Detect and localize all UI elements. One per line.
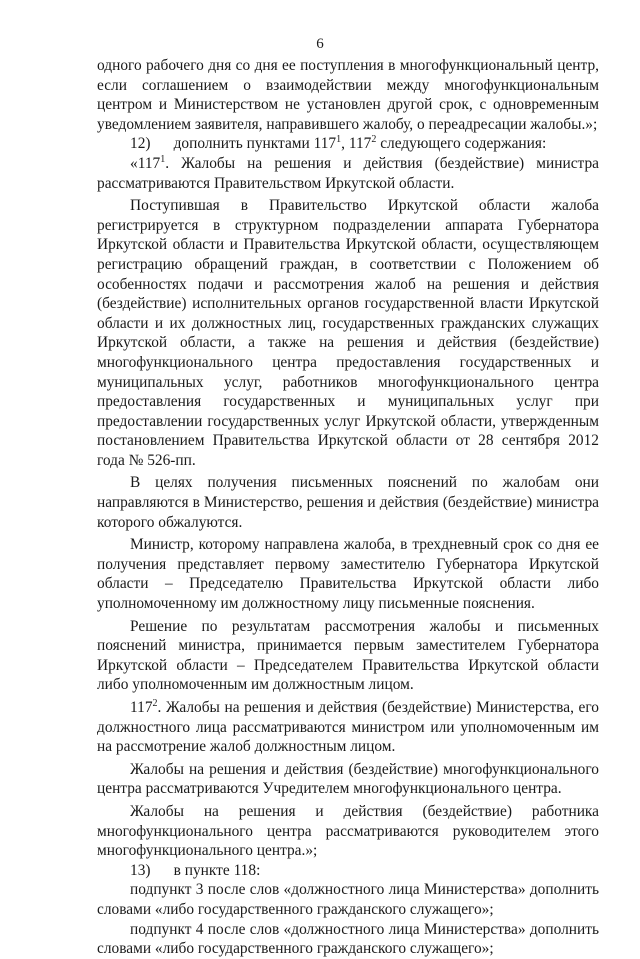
text-fragment: , 117 — [341, 135, 372, 153]
page-number: 6 — [316, 36, 324, 52]
paragraph-117-1 — [97, 154, 599, 193]
paragraph-subitem-4: подпункт 4 после слов «должностного лица Министерства» дополнить словами «либо государственного гражданского служащего»; — [97, 920, 599, 958]
text-fragment: 117 — [130, 699, 153, 716]
paragraph-registration: Поступившая в Правительство Иркутской области жалоба регистрируется в структурном подразделении аппарата Губернатора Иркутской области и Правительства Иркутской области, осуществляющем регистрацию обращений граждан, в соответствии с Положением об особенностях подачи и рассмотрения жалоб на решения и действия (бездействие) исполнительных органов государственной власти Иркутской области и их должностных лиц, государственных гражданских служащих Иркутской области, а также на решения и действия (бездействие) многофункционального центра предоставления государственных и муниципальных услуг, работников многофункционального центра предоставления государственных и муниципальных услуг при предоставлении государственных услуг Иркутской области, утвержденным постановлением Правительства Иркутской области от 28 сентября 2012 года № 526-пп. — [97, 197, 599, 469]
paragraph-mfc-worker: Жалобы на решения и действия (бездействие) работника многофункционального центра рассматриваются руководителем этого многофункционального центра.»; — [97, 802, 599, 860]
paragraph-117-2 — [97, 698, 599, 757]
paragraph-continuation: одного рабочего дня со дня ее поступления в многофункциональный центр, если соглашением о взаимодействии между многофункциональным центром и Министерством не установлен другой срок, с одновременным уведомлением заявителя, направившего жалобу, о переадресации жалобы.»; — [97, 57, 599, 133]
text-fragment: . Жалобы на решения и действия (бездействие) министра рассматриваются Правительством Иркутской области. — [97, 154, 599, 192]
superscript: 1 — [160, 153, 166, 165]
paragraph-subitem-3: подпункт 3 после слов «должностного лица Министерства» дополнить словами «либо государственного гражданского служащего»; — [97, 881, 599, 918]
text-fragment: следующего содержания: — [376, 135, 547, 153]
text-fragment: . Жалобы на решения и действия (бездействие) Министерства, его должностного лица рассматриваются министром или уполномоченным им на рассмотрение жалоб должностным лицом. — [97, 699, 599, 756]
paragraph-item-12 — [97, 134, 599, 154]
paragraph-decision: Решение по результатам рассмотрения жалобы и письменных пояснений министра, принимается первым заместителем Губернатора Иркутской области – Председателем Правительства Иркутской области либо уполномоченным им должностным лицом. — [97, 617, 599, 694]
superscript: 1 — [336, 134, 342, 146]
document-body — [97, 56, 599, 959]
paragraph-explanations: В целях получения письменных пояснений по жалобам они направляются в Министерство, решения и действия (бездействие) министра которого обжалуются. — [97, 474, 599, 531]
superscript: 2 — [371, 134, 377, 146]
superscript: 2 — [152, 698, 158, 709]
paragraph-minister: Министр, которому направлена жалоба, в трехдневный срок со дня ее получения представляет первому заместителю Губернатора Иркутской области – Председателю Правительства Иркутской области либо уполномоченному им должностному лицу письменные пояснения. — [97, 536, 599, 613]
paragraph-mfc-complaints: Жалобы на решения и действия (бездействие) многофункционального центра рассматриваются Учредителем многофункционального центра. — [97, 760, 599, 798]
text-fragment: 12) дополнить пунктами 117 — [130, 135, 337, 153]
text-fragment: «117 — [130, 154, 161, 172]
paragraph-item-13: 13) в пункте 118: — [130, 861, 261, 879]
